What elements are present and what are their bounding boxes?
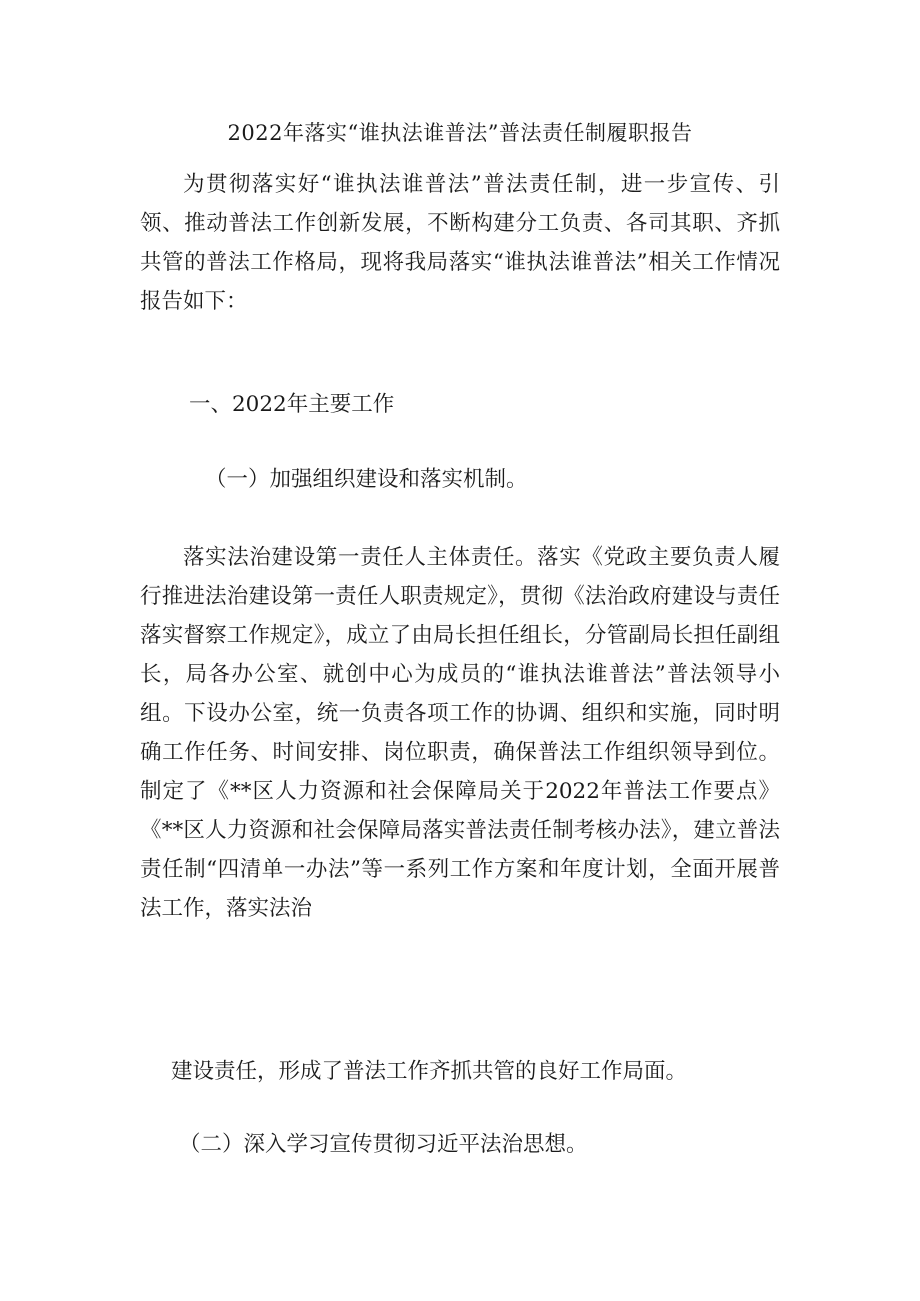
intro-paragraph: 为贯彻落实好“谁执法谁普法”普法责任制，进一步宣传、引领、推动普法工作创新发展，不断构建分工负责、各司其职、齐抓共管的普法工作格局，现将我局落实“谁执法谁普法”相关工作情况报告如下： <box>140 172 780 314</box>
document-title: 2022年落实“谁执法谁普法”普法责任制履职报告 <box>227 121 693 145</box>
subsection-body-paragraph: 落实法治建设第一责任人主体责任。落实《党政主要负责人履行推进法治建设第一责任人职责规定》，贯彻《法治政府建设与责任落实督察工作规定》，成立了由局长担任组长，分管副局长担任副组长，局各办公室、就创中心为成员的“谁执法谁普法”普法领导小组。下设办公室，统一负责各项工作的协调、组织和实施，同时明确工作任务、时间安排、岗位职责，确保普法工作组织领导到位。制定了《**区人力资源和社会保障局关于2022年普法工作要点》《**区人力资源和社会保障局落实普法责任制考核办法》，建立普法责任制“四清单一办法”等一系列工作方案和年度计划，全面开展普法工作，落实法治 <box>140 545 780 921</box>
continuation-line: 建设责任，形成了普法工作齐抓共管的良好工作局面。 <box>171 1059 688 1084</box>
subsection-heading-study: （二）深入学习宣传贯彻习近平法治思想。 <box>179 1132 588 1157</box>
section-heading-main-work: 一、2022年主要工作 <box>189 392 395 417</box>
subsection-heading-organization: （一）加强组织建设和落实机制。 <box>205 467 528 492</box>
